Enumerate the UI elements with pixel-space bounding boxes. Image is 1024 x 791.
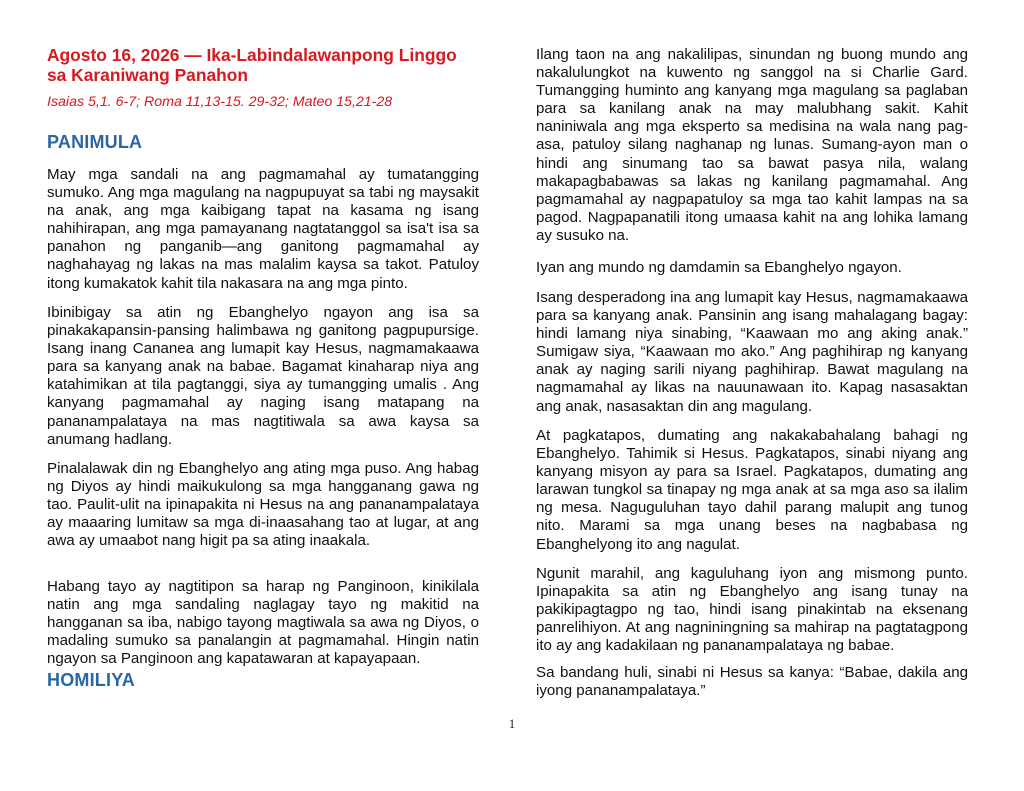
section-heading-panimula: PANIMULA [47,132,143,152]
scripture-readings: Isaias 5,1. 6-7; Roma 11,13-15. 29-32; Mateo 15,21-28 [47,94,393,110]
homily-paragraph-4: At pagkatapos, dumating ang nakakabahalang bahagi ng Ebanghelyo. Tahimik si Hesus. Pagkatapos, sinabi niyang ang kanyang misyon ay para sa Israel. Pagkatapos, dumating ang larawan tungkol sa tinapay ng mga anak at sa mga aso sa ilalim ng mesa. Naguguluhan tayo dahil parang malupit ang tunog nito. Marami sa mga unang beses na nagbabasa ng Ebanghelyong ito ang nagulat. [536,427,968,553]
page-title: Agosto 16, 2026 — Ika-Labindalawanpong Linggo sa Karaniwang Panahon [47,45,457,85]
section-heading-homiliya: HOMILIYA [47,670,135,690]
homily-paragraph-1: Ilang taon na ang nakalilipas, sinundan ng buong mundo ang nakalulungkot na kuwento ng sanggol na si Charlie Gard. Tumangging huminto ang kanyang mga magulang sa paglaban para sa kanilang anak na may malubhang sakit. Kahit naniniwala ang mga eksperto sa medisina na wala nang pag-asa, patuloy silang naghanap ng lunas. Sumang-ayon man o hindi ang sinumang tao sa bawat pasya nila, walang makapagbabawas sa lakas ng kanilang pagmamahal. Ang pagmamahal ay nagpapatuloy sa mga tao kahit lampas na sa pagod. Nagpapanatili itong umaasa kahit na ang lohika lamang ay susuko na. [536,46,968,244]
homily-paragraph-2: Iyan ang mundo ng damdamin sa Ebanghelyo ngayon. [536,259,902,276]
homily-paragraph-5: Ngunit marahil, ang kaguluhang iyon ang mismong punto. Ipinapakita sa atin ng Ebanghelyo ang isang tunay na pakikipagtagpo ng tao, hindi isang pinakintab na eksenang panrelihiyon. At ang nagniningning sa mahirap na pagtatagpong ito ay ang kadakilaan ng pananampalataya ng babae. [536,565,968,655]
intro-paragraph-4: Habang tayo ay nagtitipon sa harap ng Panginoon, kinikilala natin ang mga sandaling naglagay tayo ng makitid na hangganan sa iba, nabigo tayong magtiwala sa awa ng Diyos, o madaling sumuko sa panalangin at pagmamahal. Hingin natin ngayon sa Panginoon ang kapatawaran at kapayapaan. [47,578,479,668]
intro-paragraph-3: Pinalalawak din ng Ebanghelyo ang ating mga puso. Ang habag ng Diyos ay hindi maikukulong sa mga hangganang gawa ng tao. Paulit-ulit na ipinapakita ni Hesus na ang pananampalataya ay maaaring lumitaw sa mga di-inaasahang tao at lugar, at ang awa ay umaabot nang higit pa sa ating inaakala. [47,460,479,550]
homily-paragraph-3: Isang desperadong ina ang lumapit kay Hesus, nagmamakaawa para sa kanyang anak. Pansinin ang isang mahalagang bagay: hindi lamang niya sinabing, “Kaawaan mo ang aking anak.” Sumigaw siya, “Kaawaan mo ako.” Ang paghihirap ng kanyang anak ay naging sarili niyang paghihirap. Bawat magulang na nagmamahal ay likas na nauunawaan ito. Kapag nasasaktan ang anak, nasasaktan din ang magulang. [536,289,968,415]
intro-paragraph-1: May mga sandali na ang pagmamahal ay tumatangging sumuko. Ang mga magulang na nagpupuyat sa tabi ng maysakit na anak, ang mga kaibigang tapat na kasama ng isang nahihirapan, ang mga pamayanang nagtatanggol sa isa't isa sa panahon ng panganib—ang ganitong pagmamahal ay naghahayag ng lakas na mas malalim kaysa sa takot. Patuloy itong kumakatok kahit tila nakasara na ang mga pinto. [47,166,479,292]
page-number: 1 [508,716,516,731]
homily-paragraph-6: Sa bandang huli, sinabi ni Hesus sa kanya: “Babae, dakila ang iyong pananampalataya.” [536,664,968,700]
intro-paragraph-2: Ibinibigay sa atin ng Ebanghelyo ngayon ang isa sa pinakakapansin-pansing halimbawa ng ganitong pagpupursige. Isang inang Cananea ang lumapit kay Hesus, nagmamakaawa para sa kanyang anak na babae. Bagamat kinaharap niya ang katahimikan at tila pagtanggi, siya ay tumangging umalis . Ang kanyang pagmamahal ay naging isang matapang na pananampalataya na mas nagtitiwala sa awa kaysa sa anumang hadlang. [47,304,479,448]
